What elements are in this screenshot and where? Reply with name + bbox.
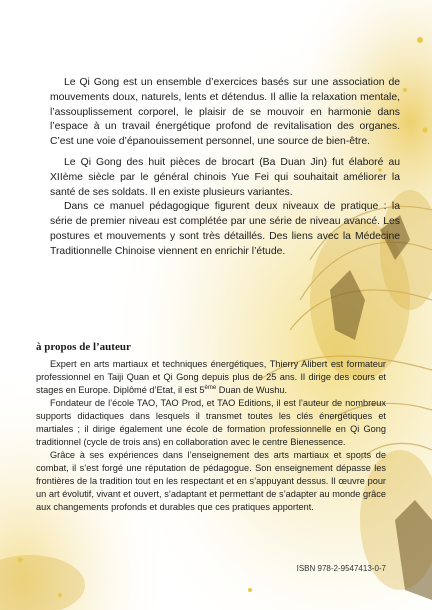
about-author-heading: à propos de l’auteur [36,341,131,353]
about-paragraph-1: Expert en arts martiaux et techniques énergétiques, Thierry Alibert est formateur professionnel en Taiji Quan et Qi Gong depuis plus de 25 ans. Il dirige des cours et stages en Europe. Diplômé d’Etat, il est 5ème Duan de Wushu. [36,359,386,395]
isbn-number: ISBN 978-2-9547413-0-7 [296,564,386,573]
about-author-text [36,358,386,514]
intro-paragraph-3: Dans ce manuel pédagogique figurent deux niveaux de pratique : la série de premier niveau est complétée par une série de niveau avancé. Les postures et mouvements y sont très détaillés. Des liens avec la Médecine Traditionnelle Chinoise viennent en enrichir l’étude. [50,201,400,257]
intro-text [50,76,400,266]
intro-paragraph-1: Le Qi Gong est un ensemble d’exercices basés sur une association de mouvements doux, naturels, lents et détendus. Il allie la relaxation mentale, l’assouplissement corporel, le plaisir de se mouvoir en harmonie dans l’espace à un travail énergétique profond de revitalisation des organes. C’est une voie d’épanouissement personnel, une source de bien-être. [50,77,400,148]
intro-paragraph-2: Le Qi Gong des huit pièces de brocart (Ba Duan Jin) fut élaboré au XIIème siècle par le général chinois Yue Fei qui souhaitait améliorer la santé de ses soldats. Il en existe plusieurs variantes. [50,156,400,198]
about-paragraph-3: Grâce à ses expériences dans l’enseignement des arts martiaux et sports de combat, il s’est forgé une réputation de pédagogue. Son enseignement dépasse les frontières de la tradition tout en les respectant et en s’appuyant dessus. Il œuvre pour un art évolutif, vivant et ouvert, s’adaptant et permettant de s’adapter au monde grâce aux changements profonds et durables que ces pratiques apportent. [36,450,386,512]
about-paragraph-2: Fondateur de l’école TAO, TAO Prod, et TAO Editions, il est l’auteur de nombreux supports didactiques dans lesquels il transmet toutes les clés énergétiques et martiales ; il dirige également une école de formation professionnelle en Qi Gong traditionnel (cycle de trois ans) en collaboration avec le centre Bienessence. [36,398,386,447]
